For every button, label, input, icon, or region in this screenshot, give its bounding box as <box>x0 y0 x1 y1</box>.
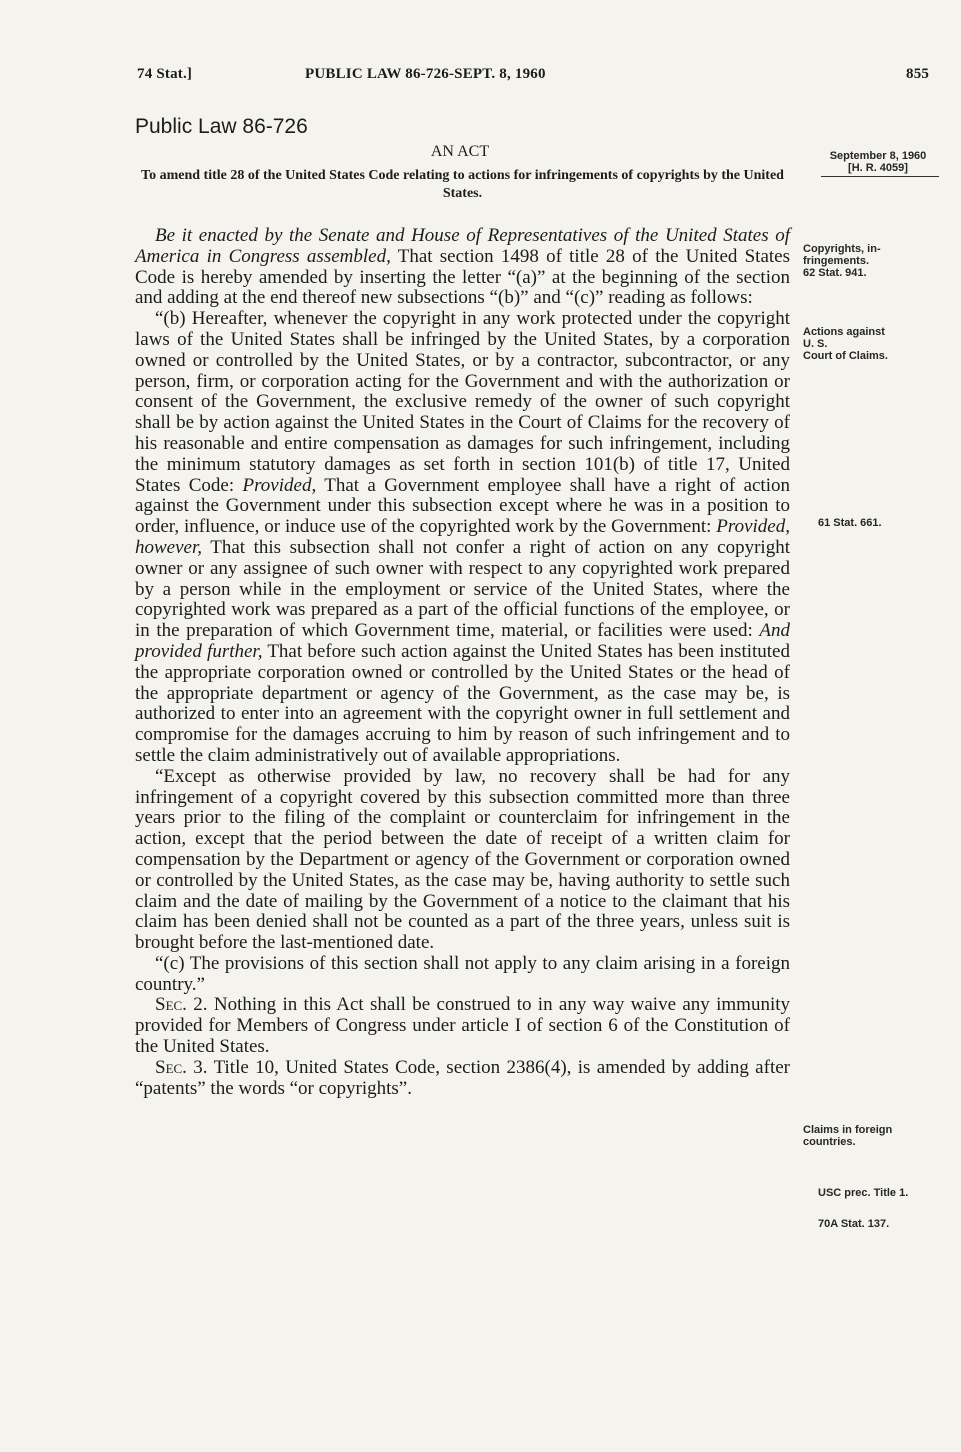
margin-note-actions <box>803 326 953 362</box>
section-2 <box>135 995 790 1057</box>
section-3 <box>135 1058 790 1100</box>
bill-number: [H. R. 4059] <box>848 162 908 174</box>
margin-note-date <box>803 150 953 174</box>
proviso-2: Provided, however, <box>135 516 790 558</box>
section-2-text: Nothing in this Act shall be construed to in any way waive any immunity provided for Members of Congress under article I of section 6 of the Constitution of the United States. <box>135 994 790 1058</box>
subsection-b-text-1: “(b) Hereafter, whenever the copyright in any work protected under the copyright laws of the United States shall be infringed by the United States, by a corporation owned or controlled by the United States, or by a contractor, subcontractor, or any person, firm, or corporation acting for the Government and with the authorization or consent of the Government, the exclusive remedy of the owner of such copyright shall be by action against the United States in the Court of Claims for the recovery of his reasonable and entire compensation as damages for such infringement, including the minimum statutory damages as set forth in section 101(b) of title 17, United States Code: <box>135 308 790 496</box>
subsection-b-text-3: That this subsection shall not confer a right of action on any copyright owner or any assignee of such owner with respect to any copyrighted work prepared by a person while in the employment or service of the United States, where the copyrighted work was prepared as a part of the official functions of the employee, or in the preparation of which Government time, material, or facilities were used: <box>135 536 790 642</box>
section-3-text: Title 10, United States Code, section 2386(4), is amended by adding after “patents” the words “or copyrights”. <box>135 1056 790 1099</box>
margin-note-line: Actions against <box>803 326 885 338</box>
page-number: 855 <box>906 66 930 82</box>
header-title: PUBLIC LAW 86-726-SEPT. 8, 1960 <box>305 66 546 82</box>
public-law-title: Public Law 86-726 <box>135 115 308 138</box>
margin-note-line: countries. <box>803 1136 856 1148</box>
enacting-formula: Be it enacted by the Senate and House of Representatives of the United States of America in Congress assembled, <box>135 225 790 267</box>
act-purpose: To amend title 28 of the United States Code relating to actions for infringements of copyrights by the United States. <box>141 168 784 201</box>
margin-note-line: Copyrights, in- <box>803 243 881 255</box>
margin-note-70a-stat: 70A Stat. 137. <box>818 1218 890 1230</box>
proviso-3: And provided further, <box>135 620 790 662</box>
margin-note-line: 62 Stat. 941. <box>803 267 867 279</box>
date-rule <box>821 176 939 177</box>
act-body <box>135 226 790 1099</box>
margin-note-line: fringements. <box>803 255 870 267</box>
margin-note-usc: USC prec. Title 1. <box>818 1187 909 1199</box>
margin-note-claims <box>803 1124 953 1148</box>
act-heading: AN ACT <box>430 143 490 160</box>
proviso-1: Provided, <box>242 474 317 496</box>
subsection-c: “(c) The provisions of this section shall not apply to any claim arising in a foreign country.” <box>135 952 790 995</box>
margin-note-copyrights <box>803 243 953 279</box>
subsection-b <box>135 309 790 767</box>
limitations-paragraph: “Except as otherwise provided by law, no recovery shall be had for any infringement of a copyright covered by this subsection committed more than three years prior to the filing of the complaint or counterclaim for infringement in the action, except that the period between the date of receipt of a written claim for compensation by the Department or agency of the Government or corporation owned or controlled by the United States, as the case may be, having authority to settle such claim and the date of mailing by the Government of a notice to the claimant that his claim has been denied shall not be counted as a part of the three years, unless suit is brought before the last-mentioned date. <box>135 765 790 954</box>
subsection-b-text-2: That a Government employee shall have a right of action against the Government under this subsection except where he was in a position to order, influence, or induce use of the copyrighted work by the Government: <box>135 474 790 538</box>
enacting-clause <box>135 226 790 309</box>
section-2-label: Sec. 2. <box>155 994 208 1016</box>
section-3-label: Sec. 3. <box>155 1056 208 1078</box>
header-volume: 74 Stat.] <box>137 66 193 82</box>
section-1-text: That section 1498 of title 28 of the United States Code is hereby amended by inserting the letter “(a)” at the beginning of the section and adding at the end thereof new subsections “(b)” and “(c)” reading as follows: <box>135 245 790 309</box>
margin-note-line: Court of Claims. <box>803 350 888 362</box>
margin-note-line: U. S. <box>803 338 828 350</box>
approval-date: September 8, 1960 <box>829 150 927 162</box>
margin-note-61-stat: 61 Stat. 661. <box>818 517 882 529</box>
subsection-b-text-4: That before such action against the United States has been instituted the appropriate corporation owned or controlled by the United States or the head of the appropriate department or agency of the Government, as the case may be, is authorized to enter into an agreement with the copyright owner in full settlement and compromise for the damages accruing to him by reason of such infringement and to settle the claim administratively out of available appropriations. <box>135 640 790 766</box>
margin-note-line: Claims in foreign <box>803 1124 893 1136</box>
